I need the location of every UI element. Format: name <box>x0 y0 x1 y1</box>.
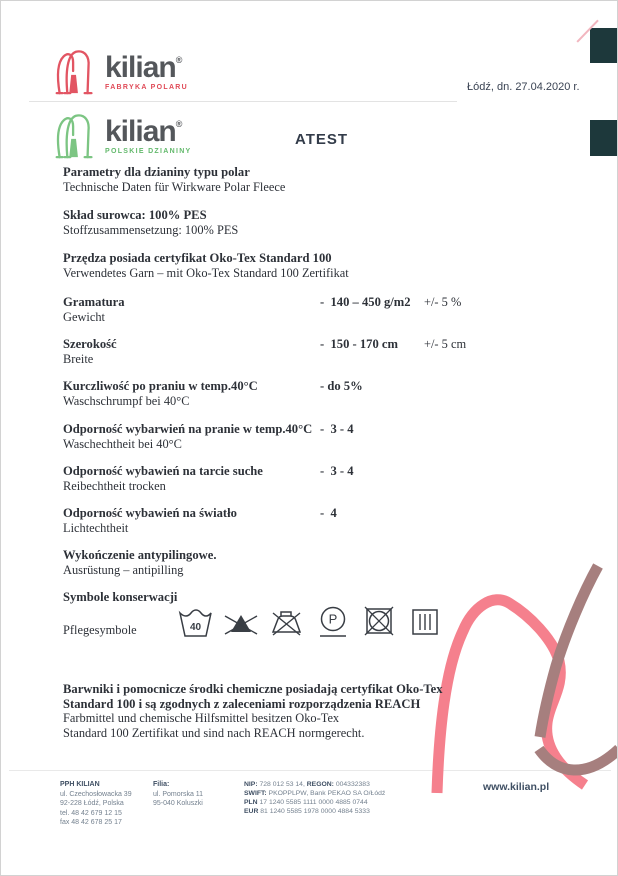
param-label-pl: Kurczliwość po praniu w temp.40°C <box>63 379 258 393</box>
do-not-bleach-icon <box>224 605 258 641</box>
do-not-iron-icon <box>270 605 304 641</box>
registered-mark: ® <box>175 55 183 65</box>
wash-40-icon <box>178 605 212 641</box>
bank-line-eur: EUR 81 1240 5585 1978 0000 4884 5333 <box>244 808 370 815</box>
composition-pl: Skład surowca: 100% PES <box>63 208 207 222</box>
param-label-pl: Odporność wybawień na światło <box>63 506 237 520</box>
footer-bank-block <box>244 780 385 816</box>
param-tolerance: +/- 5 % <box>424 295 462 309</box>
section-finishing <box>63 548 216 578</box>
param-row-odpornosc-tarcie <box>63 464 563 494</box>
kilian-logo-secondary <box>53 109 192 161</box>
param-label-pl: Odporność wybarwień na pranie w temp.40°C <box>63 422 313 436</box>
company-name: PPH KILIAN <box>60 781 100 788</box>
param-row-odpornosc-pranie <box>63 422 563 452</box>
document-date: Łódź, dn. 27.04.2020 r. <box>467 81 580 93</box>
logo-tagline: FABRYKA POLARU <box>105 84 189 91</box>
care-symbols-row <box>178 605 442 641</box>
param-label-pl: Odporność wybawień na tarcie suche <box>63 464 263 478</box>
finishing-de: Ausrüstung – antipilling <box>63 563 184 577</box>
svg-text:P: P <box>328 611 338 627</box>
dry-clean-p-icon <box>316 605 350 641</box>
param-label-pl: Gramatura <box>63 295 125 309</box>
company-address-line: 92-228 Łódź, Polska <box>60 800 124 807</box>
logo-wordmark <box>105 45 188 83</box>
certification-pl-line: Standard 100 i są zgodnych z zaleceniami rozporządzenia REACH <box>63 696 421 711</box>
section-certification <box>63 682 443 740</box>
param-value: - 3 - 4 <box>320 422 354 436</box>
yarn-certificate-de: Verwendetes Garn – mit Oko-Tex Standard 100 Zertifikat <box>63 266 349 280</box>
branch-address-line: ul. Pomorska 11 <box>153 790 204 798</box>
do-not-tumble-dry-icon <box>362 605 396 641</box>
svg-text:40: 40 <box>189 622 202 633</box>
scan-artifact-block <box>590 120 617 156</box>
param-label-de: Lichtechtheit <box>63 521 129 535</box>
certification-de-line: Standard 100 Zertifikat und sind nach REACH normgerecht. <box>63 725 365 740</box>
header-divider <box>29 101 457 102</box>
care-title-de: Pflegesymbole <box>63 623 137 637</box>
param-label-de: Reibechtheit trocken <box>63 479 166 493</box>
param-label-de: Waschschrumpf bei 40°C <box>63 394 190 408</box>
care-title-pl: Symbole konserwacji <box>63 590 178 604</box>
param-label-de: Gewicht <box>63 310 105 324</box>
kilian-logo-icon <box>53 109 99 161</box>
param-row-odpornosc-swiatlo <box>63 506 563 536</box>
kilian-logo-icon <box>53 45 99 97</box>
footer-company-block <box>60 780 132 828</box>
logo-wordmark <box>105 109 192 147</box>
heading-pl: Parametry dla dzianiny typu polar <box>63 165 250 179</box>
kilian-logo-primary <box>53 45 188 97</box>
param-value: - do 5% <box>320 379 363 393</box>
company-fax: fax 48 42 678 25 17 <box>60 819 122 826</box>
param-label-de: Waschechtheit bei 40°C <box>63 437 182 451</box>
document-title: ATEST <box>295 131 349 148</box>
param-row-kurczliwosc <box>63 379 563 409</box>
param-value: - 4 <box>320 506 337 520</box>
drip-dry-icon <box>408 605 442 641</box>
certification-pl-line: Barwniki i pomocnicze środki chemiczne posiadają certyfikat Oko-Tex <box>63 682 443 696</box>
yarn-certificate-pl: Przędza posiada certyfikat Oko-Tex Standard 100 <box>63 251 332 265</box>
bank-line-nip: NIP: 728 012 53 14, REGON: 004332383 <box>244 781 370 788</box>
param-row-gramatura <box>63 295 563 325</box>
branch-label: Filia: <box>153 781 170 788</box>
footer-branch-block <box>153 780 203 809</box>
logo-name-text: kilian <box>105 115 176 148</box>
branch-address-line: 95-040 Koluszki <box>153 800 203 807</box>
composition-de: Stoffzusammensetzung: 100% PES <box>63 223 239 237</box>
logo-name-text: kilian <box>105 51 176 84</box>
company-phone: tel. 48 42 679 12 15 <box>60 809 122 817</box>
param-value: - 3 - 4 <box>320 464 354 478</box>
bank-line-swift: SWIFT: PKOPPLPW, Bank PEKAO SA O/Łódź <box>244 790 386 797</box>
param-value: - 140 – 450 g/m2 <box>320 295 411 309</box>
param-label-de: Breite <box>63 352 94 366</box>
param-row-szerokosc <box>63 337 563 367</box>
section-composition <box>63 208 238 238</box>
kilian-watermark-icon <box>401 541 618 801</box>
registered-mark: ® <box>175 119 183 129</box>
section-parameters-heading <box>63 165 285 195</box>
website-link: www.kilian.pl <box>483 781 550 793</box>
company-address-line: ul. Czechosłowacka 39 <box>60 790 132 798</box>
heading-de: Technische Daten für Wirkware Polar Fleece <box>63 180 286 194</box>
logo-tagline: POLSKIE DZIANINY <box>105 148 192 155</box>
bank-line-pln: PLN 17 1240 5585 1111 0000 4885 0744 <box>244 799 368 806</box>
param-value: - 150 - 170 cm <box>320 337 398 351</box>
scan-artifact-block <box>590 28 617 63</box>
section-yarn-certificate <box>63 251 349 281</box>
finishing-pl: Wykończenie antypilingowe. <box>63 548 217 562</box>
param-label-pl: Szerokość <box>63 337 117 351</box>
param-tolerance: +/- 5 cm <box>424 337 467 351</box>
certification-de-line: Farbmittel und chemische Hilfsmittel besitzen Oko-Tex <box>63 711 340 725</box>
